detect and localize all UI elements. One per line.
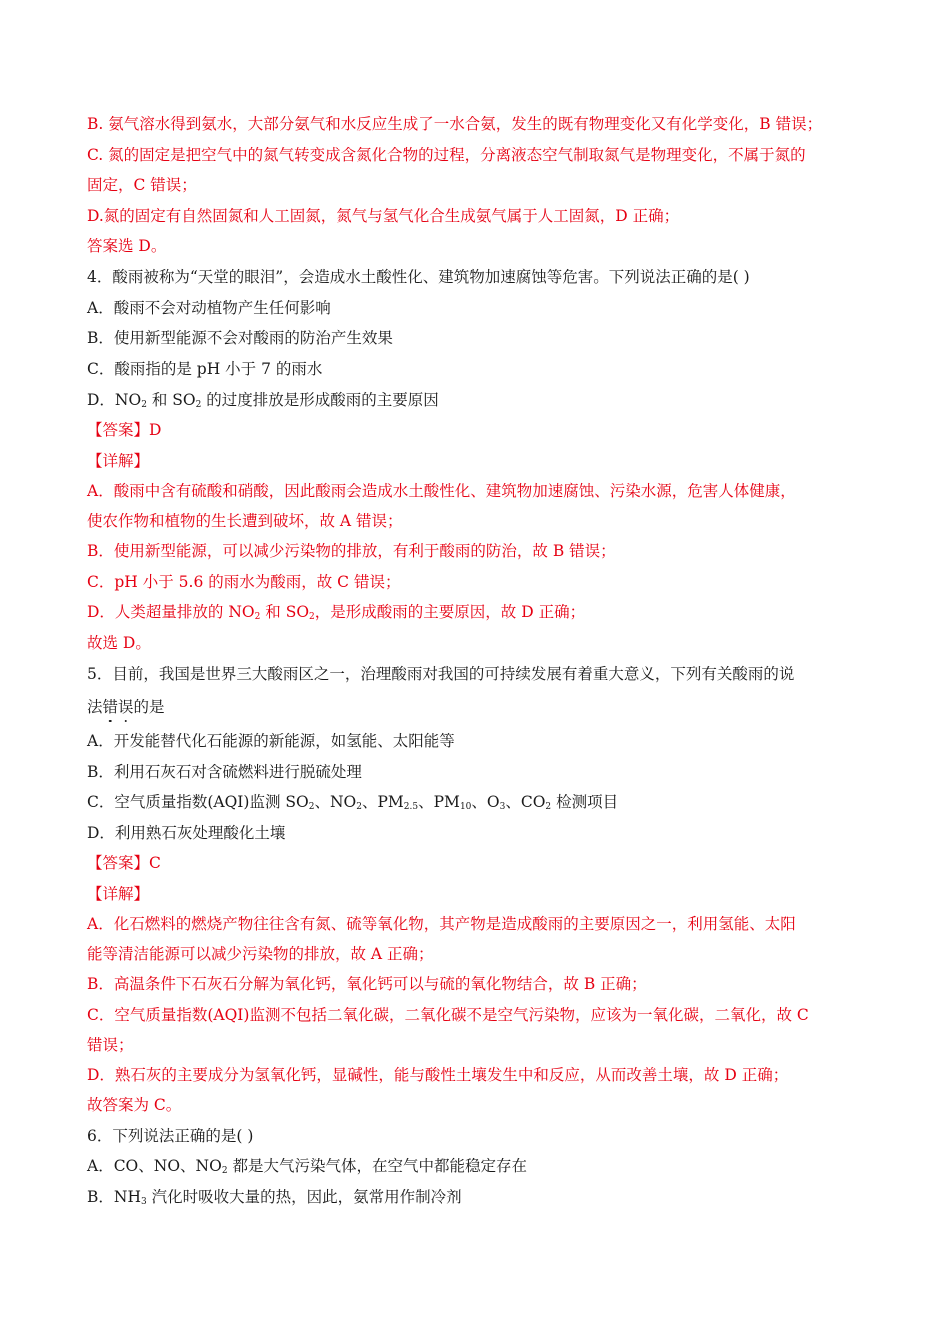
answer-text-line [87,145,806,165]
text-segment: 答案选 D。 [87,237,167,255]
text-segment: 故答案为 C。 [87,1096,182,1114]
question-text-line [87,1156,527,1181]
answer-text-line [87,884,149,904]
subscript: 2 [195,400,202,410]
text-segment: D．熟石灰的主要成分为氢氧化钙，显碱性，能与酸性土壤发生中和反应，从而改善土壤，故 D 正确； [87,1066,789,1084]
subscript: 2 [308,802,315,812]
subscript: 10 [459,802,472,812]
subscript: 2 [254,612,261,622]
text-segment: C．空气质量指数(AQI)监测 SO [87,793,309,811]
question-text-line [87,298,331,318]
text-segment: B．高温条件下石灰石分解为氧化钙，氧化钙可以与硫的氧化物结合，故 B 正确； [87,975,647,993]
text-segment: 、O [471,793,500,811]
text-segment: A．化石燃料的燃烧产物往往含有氮、硫等氧化物，其产物是造成酸雨的主要原因之一，利用氢能、太阳 [87,915,796,933]
text-segment: 、NO [314,793,357,811]
answer-text-line [87,602,585,627]
text-segment: C．酸雨指的是 pH 小于 7 的雨水 [87,360,323,378]
question-text-line [87,267,750,287]
question-text-line [87,1187,462,1212]
text-segment: B．利用石灰石对含硫燃料进行脱硫处理 [87,763,362,781]
text-segment: 能等清洁能源可以减少污染物的排放，故 A 正确； [87,945,434,963]
answer-text-line [87,572,400,592]
question-text-line [87,390,439,415]
text-segment: 【详解】 [87,452,150,470]
answer-text-line [87,914,796,934]
text-segment: 和 SO [260,603,310,621]
text-segment: 【答案】D [87,421,162,439]
text-segment: B．NH [87,1188,141,1206]
text-segment: A．酸雨不会对动植物产生任何影响 [87,299,331,317]
text-segment: 的是 [133,698,165,716]
answer-text-line [87,541,616,561]
question-text-line [87,359,322,379]
subscript: 2 [141,400,147,410]
text-segment: 和 SO [146,391,196,409]
answer-text-line [87,633,151,653]
answer-text-line [87,420,161,440]
text-segment: 【详解】 [87,885,150,903]
text-segment: B．使用新型能源不会对酸雨的防治产生效果 [87,329,393,347]
text-segment: A．CO、NO、NO [87,1157,222,1175]
question-text-line [87,328,393,348]
text-segment: 错 [102,698,119,716]
answer-text-line [87,175,197,195]
answer-text-line [87,481,796,501]
question-text-line [87,823,285,843]
answer-text-line [87,206,679,226]
subscript: 2 [545,802,552,812]
question-text-line [87,762,362,782]
subscript: 2 [309,612,315,622]
text-segment: 固定，C 错误； [87,176,197,194]
text-segment: D．NO [87,391,142,409]
text-segment: 6．下列说法正确的是( ) [87,1127,254,1145]
text-segment: ，是形成酸雨的主要原因，故 D 正确； [314,603,586,621]
answer-text-line [87,1095,181,1115]
answer-text-line [87,114,822,134]
text-segment: B. 氨气溶水得到氨水，大部分氨气和水反应生成了一水合氨，发生的既有物理变化又有化学变化，B 错误； [87,115,823,133]
text-segment: 5．目前，我国是世界三大酸雨区之一，治理酸雨对我国的可持续发展有着重大意义，下列有关酸雨的说 [87,665,795,683]
text-segment: 、PM [418,793,460,811]
text-segment: 故选 D。 [87,634,151,652]
answer-text-line [87,236,166,256]
answer-text-line [87,944,434,964]
answer-text-line [87,1035,134,1055]
text-segment: 检测项目 [551,793,619,811]
text-segment: A．开发能替代化石能源的新能源，如氢能、太阳能等 [87,732,455,750]
answer-text-line [87,1005,809,1025]
answer-text-line [87,974,647,994]
question-text-line [87,792,618,817]
text-segment: A．酸雨中含有硫酸和硝酸，因此酸雨会造成水土酸性化、建筑物加速腐蚀、污染水源，危害人体健康， [87,482,796,500]
answer-text-line [87,511,403,531]
text-segment: B．使用新型能源，可以减少污染物的排放，有利于酸雨的防治，故 B 错误； [87,542,616,560]
text-segment: 错误； [87,1036,134,1054]
answer-text-line [87,451,149,471]
subscript: 2 [221,1166,228,1176]
answer-text-line [87,853,161,873]
text-segment: 的过度排放是形成酸雨的主要原因 [201,391,439,409]
text-segment: 【答案】C [87,854,161,872]
question-text-line [87,697,165,717]
text-segment: 误 [118,698,134,716]
text-segment: D．利用熟石灰处理酸化土壤 [87,824,286,842]
subscript: 2.5 [403,802,419,812]
text-segment: 使农作物和植物的生长遭到破坏，故 A 错误； [87,512,403,530]
text-segment: 都是大气污染气体，在空气中都能稳定存在 [227,1157,527,1175]
text-segment: 汽化时吸收大量的热，因此，氨常用作制冷剂 [146,1188,462,1206]
question-text-line [87,1126,253,1146]
text-segment: 、PM [361,793,404,811]
text-segment: 、CO [505,793,546,811]
subscript: 2 [356,802,362,812]
subscript: 3 [499,802,506,812]
text-segment: C．pH 小于 5.6 的雨水为酸雨，故 C 错误； [87,573,401,591]
text-segment: C. 氮的固定是把空气中的氮气转变成含氮化合物的过程，分离液态空气制取氮气是物理变化，不属于氮的 [87,146,806,164]
subscript: 3 [140,1197,147,1207]
question-text-line [87,664,794,684]
question-text-line [87,731,455,751]
text-segment: 4．酸雨被称为“天堂的眼泪”，会造成水土酸性化、建筑物加速腐蚀等危害。下列说法正确的是( ) [87,268,750,286]
text-segment: D.氮的固定有自然固氮和人工固氮，氮气与氢气化合生成氨气属于人工固氮，D 正确； [87,207,680,225]
text-segment: D．人类超量排放的 NO [87,603,255,621]
answer-text-line [87,1065,788,1085]
text-segment: C．空气质量指数(AQI)监测不包括二氧化碳，二氧化碳不是空气污染物，应该为一氧化碳，二氧化，故 C [87,1006,809,1024]
text-segment: 法 [87,698,103,716]
